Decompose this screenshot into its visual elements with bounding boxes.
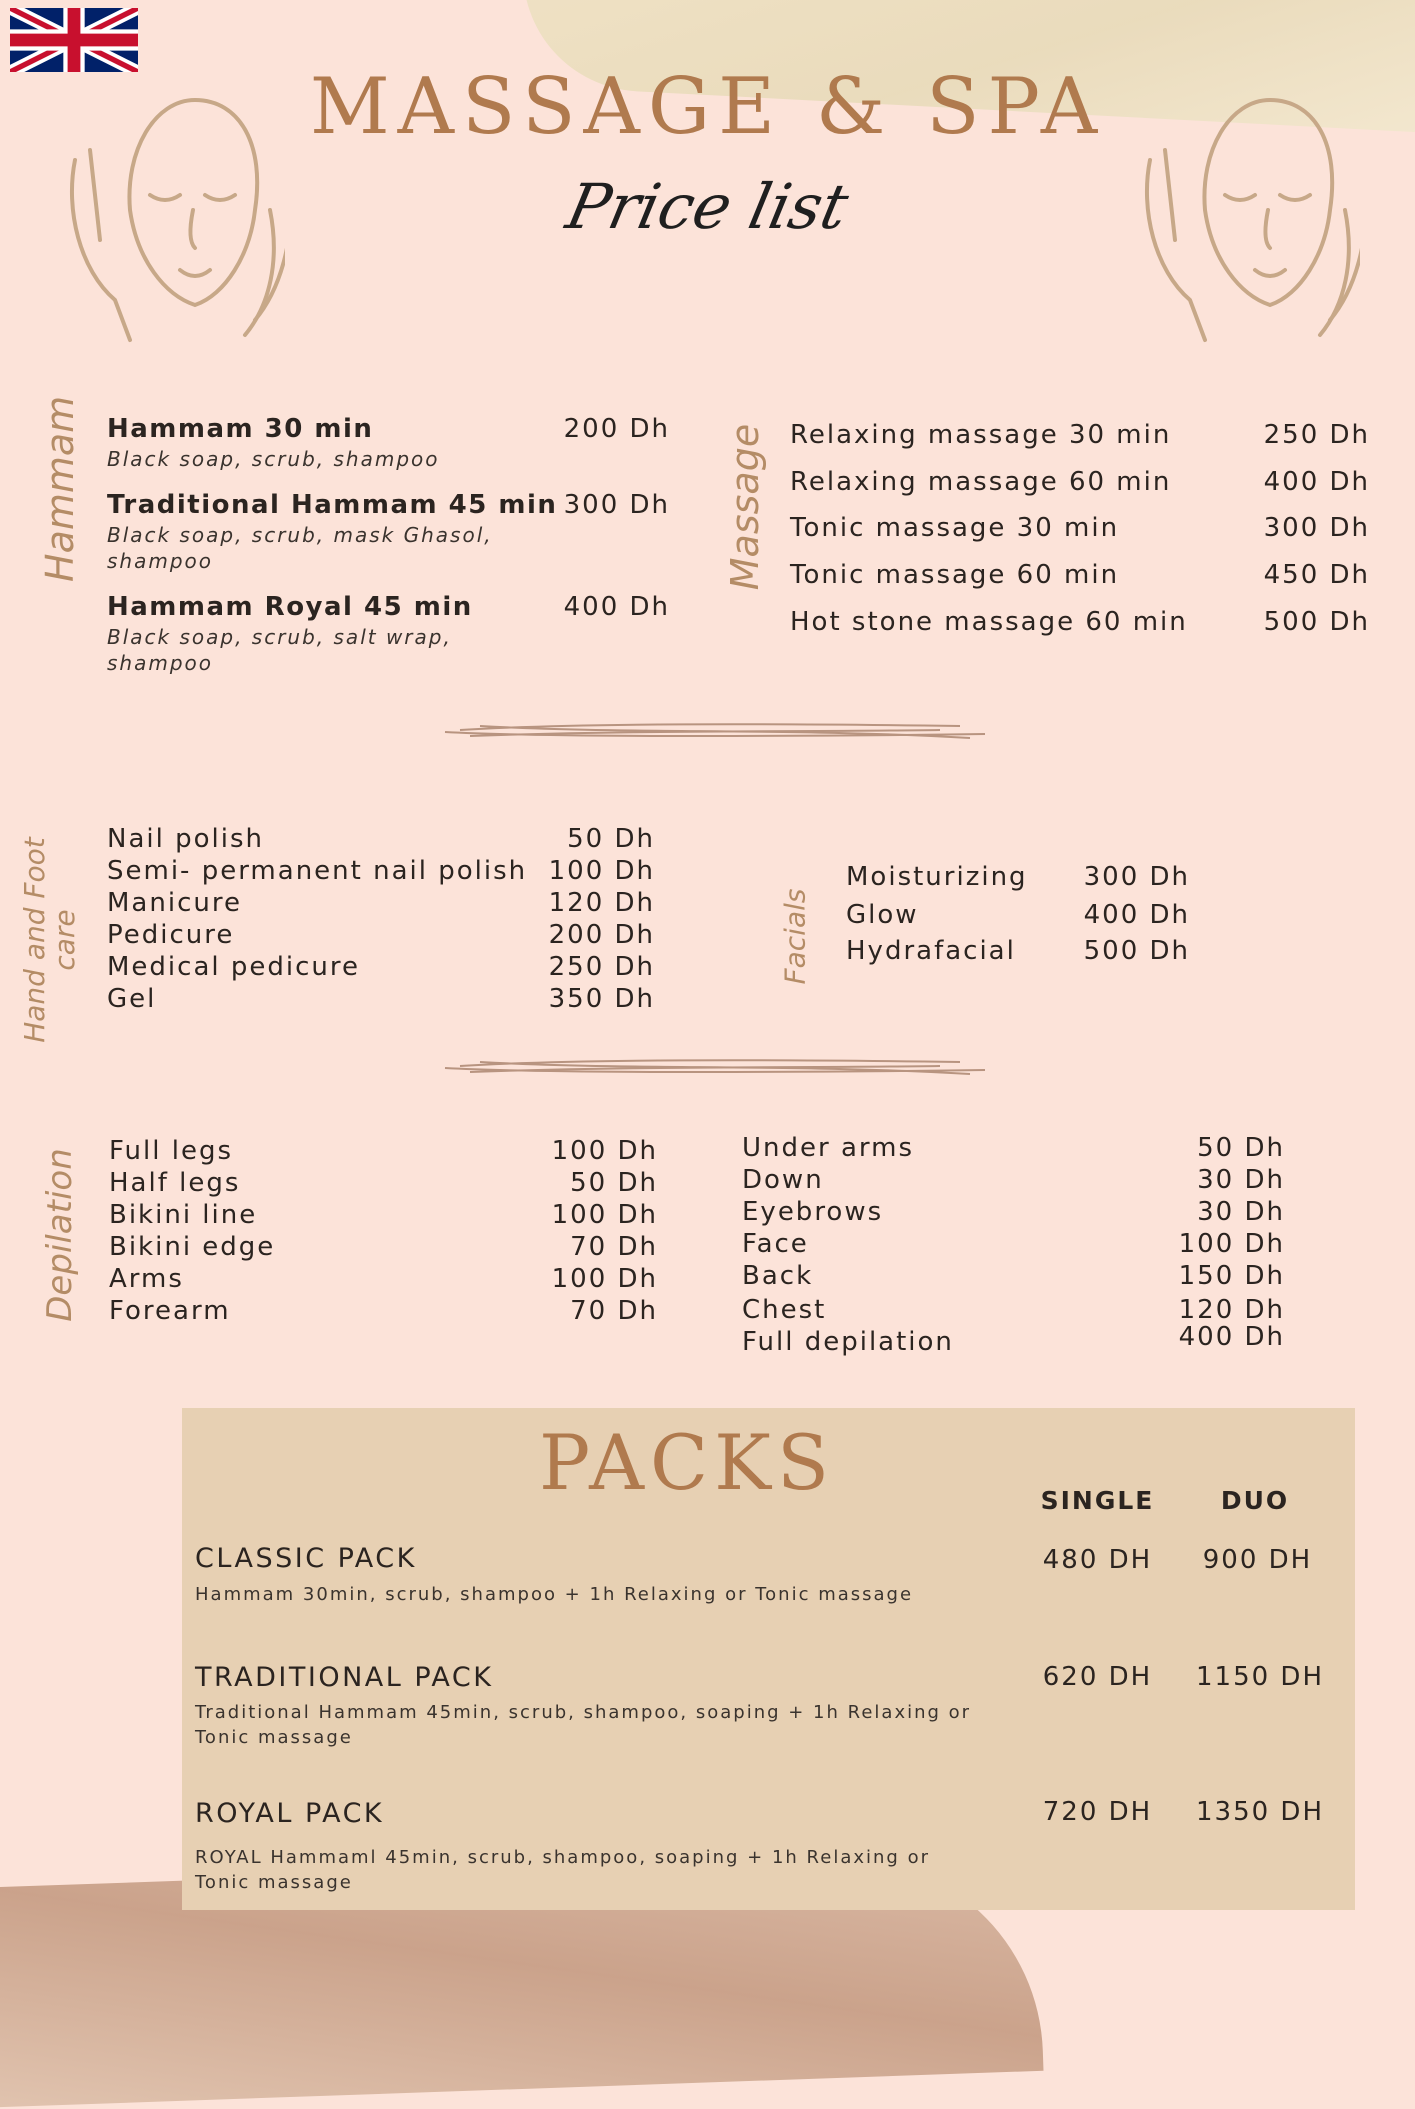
pack-desc: ROYAL Hammaml 45min, scrub, shampoo, soaping + 1h Relaxing or xyxy=(195,1847,930,1868)
handfoot-item-name: Manicure xyxy=(107,888,242,918)
depilation-item-price: 100 Dh xyxy=(551,1264,658,1294)
section-label-depilation: Depilation xyxy=(40,1148,80,1322)
depilation-item-name: Down xyxy=(742,1165,824,1195)
divider xyxy=(440,718,990,746)
facials-item-price: 300 Dh xyxy=(1083,862,1190,892)
hammam-item-price: 200 Dh xyxy=(563,414,670,444)
depilation-item-price: 100 Dh xyxy=(1178,1229,1285,1259)
handfoot-item-price: 100 Dh xyxy=(548,856,655,886)
depilation-item-name: Bikini edge xyxy=(109,1232,276,1262)
hammam-item-name: Hammam Royal 45 min xyxy=(107,592,473,622)
depilation-item-price: 30 Dh xyxy=(1197,1197,1285,1227)
massage-item-price: 250 Dh xyxy=(1263,420,1370,450)
pack-price-single: 620 DH xyxy=(1042,1662,1153,1692)
massage-item-price: 400 Dh xyxy=(1263,467,1370,497)
massage-item-name: Relaxing massage 60 min xyxy=(790,467,1172,497)
depilation-item-name: Chest xyxy=(742,1295,827,1325)
pack-price-duo: 900 DH xyxy=(1202,1545,1313,1575)
depilation-item-name: Back xyxy=(742,1261,814,1291)
hammam-item-desc: shampoo xyxy=(107,651,214,675)
pack-price-duo: 1150 DH xyxy=(1195,1662,1324,1692)
depilation-item-name: Full legs xyxy=(109,1136,233,1166)
section-label-line: Hand and Foot xyxy=(18,837,51,1043)
pack-price-duo: 1350 DH xyxy=(1195,1797,1324,1827)
pack-name: TRADITIONAL PACK xyxy=(195,1662,494,1693)
hammam-item-desc: shampoo xyxy=(107,549,214,573)
depilation-item-price: 120 Dh xyxy=(1178,1295,1285,1325)
depilation-item-price: 100 Dh xyxy=(551,1200,658,1230)
section-label-facials: Facials xyxy=(778,888,812,985)
massage-item-name: Tonic massage 30 min xyxy=(790,513,1120,543)
handfoot-item-name: Semi- permanent nail polish xyxy=(107,856,528,886)
depilation-item-name: Half legs xyxy=(109,1168,241,1198)
hammam-item-desc: Black soap, scrub, shampoo xyxy=(107,447,440,471)
pack-name: ROYAL PACK xyxy=(195,1798,385,1829)
massage-item-name: Relaxing massage 30 min xyxy=(790,420,1172,450)
massage-item-price: 300 Dh xyxy=(1263,513,1370,543)
pack-name: CLASSIC PACK xyxy=(195,1543,417,1574)
depilation-item-name: Bikini line xyxy=(109,1200,258,1230)
column-header-single: SINGLE xyxy=(1040,1486,1155,1515)
depilation-item-price: 50 Dh xyxy=(570,1168,658,1198)
depilation-item-name: Full depilation xyxy=(742,1327,954,1357)
hammam-item-name: Traditional Hammam 45 min xyxy=(107,490,558,520)
handfoot-item-name: Pedicure xyxy=(107,920,235,950)
column-header-duo: DUO xyxy=(1220,1486,1290,1515)
depilation-item-price: 400 Dh xyxy=(1178,1322,1285,1352)
depilation-item-price: 150 Dh xyxy=(1178,1261,1285,1291)
depilation-item-name: Under arms xyxy=(742,1133,915,1163)
page-title: MASSAGE & SPA xyxy=(309,62,1106,152)
hammam-item-price: 400 Dh xyxy=(563,592,670,622)
hammam-item-name: Hammam 30 min xyxy=(107,414,374,444)
facials-item-price: 500 Dh xyxy=(1083,936,1190,966)
facials-item-name: Hydrafacial xyxy=(846,936,1016,966)
hammam-item-desc: Black soap, scrub, mask Ghasol, xyxy=(107,523,493,547)
facials-item-name: Moisturizing xyxy=(846,862,1028,892)
divider xyxy=(440,1054,990,1082)
pack-desc: Tonic massage xyxy=(195,1727,353,1748)
pack-desc: Tonic massage xyxy=(195,1872,353,1893)
page-subtitle: Price list xyxy=(560,170,855,243)
pack-desc: Hammam 30min, scrub, shampoo + 1h Relaxing or Tonic massage xyxy=(195,1584,914,1605)
handfoot-item-price: 50 Dh xyxy=(567,824,655,854)
pack-price-single: 480 DH xyxy=(1042,1545,1153,1575)
handfoot-item-name: Medical pedicure xyxy=(107,952,360,982)
section-label-hammam: Hammam xyxy=(38,395,82,582)
depilation-item-price: 30 Dh xyxy=(1197,1165,1285,1195)
packs-title: PACKS xyxy=(538,1418,836,1507)
depilation-item-price: 50 Dh xyxy=(1197,1133,1285,1163)
depilation-item-name: Arms xyxy=(109,1264,184,1294)
massage-item-price: 450 Dh xyxy=(1263,560,1370,590)
pack-price-single: 720 DH xyxy=(1042,1797,1153,1827)
section-label-hand-foot xyxy=(20,830,80,1050)
handfoot-item-price: 120 Dh xyxy=(548,888,655,918)
handfoot-item-name: Nail polish xyxy=(107,824,264,854)
massage-item-price: 500 Dh xyxy=(1263,607,1370,637)
pack-desc: Traditional Hammam 45min, scrub, shampoo, soaping + 1h Relaxing or xyxy=(195,1702,972,1723)
depilation-item-price: 70 Dh xyxy=(570,1232,658,1262)
facials-item-price: 400 Dh xyxy=(1083,900,1190,930)
depilation-item-name: Eyebrows xyxy=(742,1197,884,1227)
handfoot-item-price: 350 Dh xyxy=(548,984,655,1014)
massage-item-name: Tonic massage 60 min xyxy=(790,560,1120,590)
handfoot-item-price: 250 Dh xyxy=(548,952,655,982)
hammam-item-price: 300 Dh xyxy=(563,490,670,520)
depilation-item-price: 70 Dh xyxy=(570,1296,658,1326)
depilation-item-price: 100 Dh xyxy=(551,1136,658,1166)
section-label-massage: Massage xyxy=(723,423,767,591)
handfoot-item-price: 200 Dh xyxy=(548,920,655,950)
hammam-item-desc: Black soap, scrub, salt wrap, xyxy=(107,625,452,649)
massage-item-name: Hot stone massage 60 min xyxy=(790,607,1188,637)
handfoot-item-name: Gel xyxy=(107,984,157,1014)
section-label-line: care xyxy=(48,909,81,971)
depilation-item-name: Face xyxy=(742,1229,809,1259)
facials-item-name: Glow xyxy=(846,900,919,930)
depilation-item-name: Forearm xyxy=(109,1296,231,1326)
